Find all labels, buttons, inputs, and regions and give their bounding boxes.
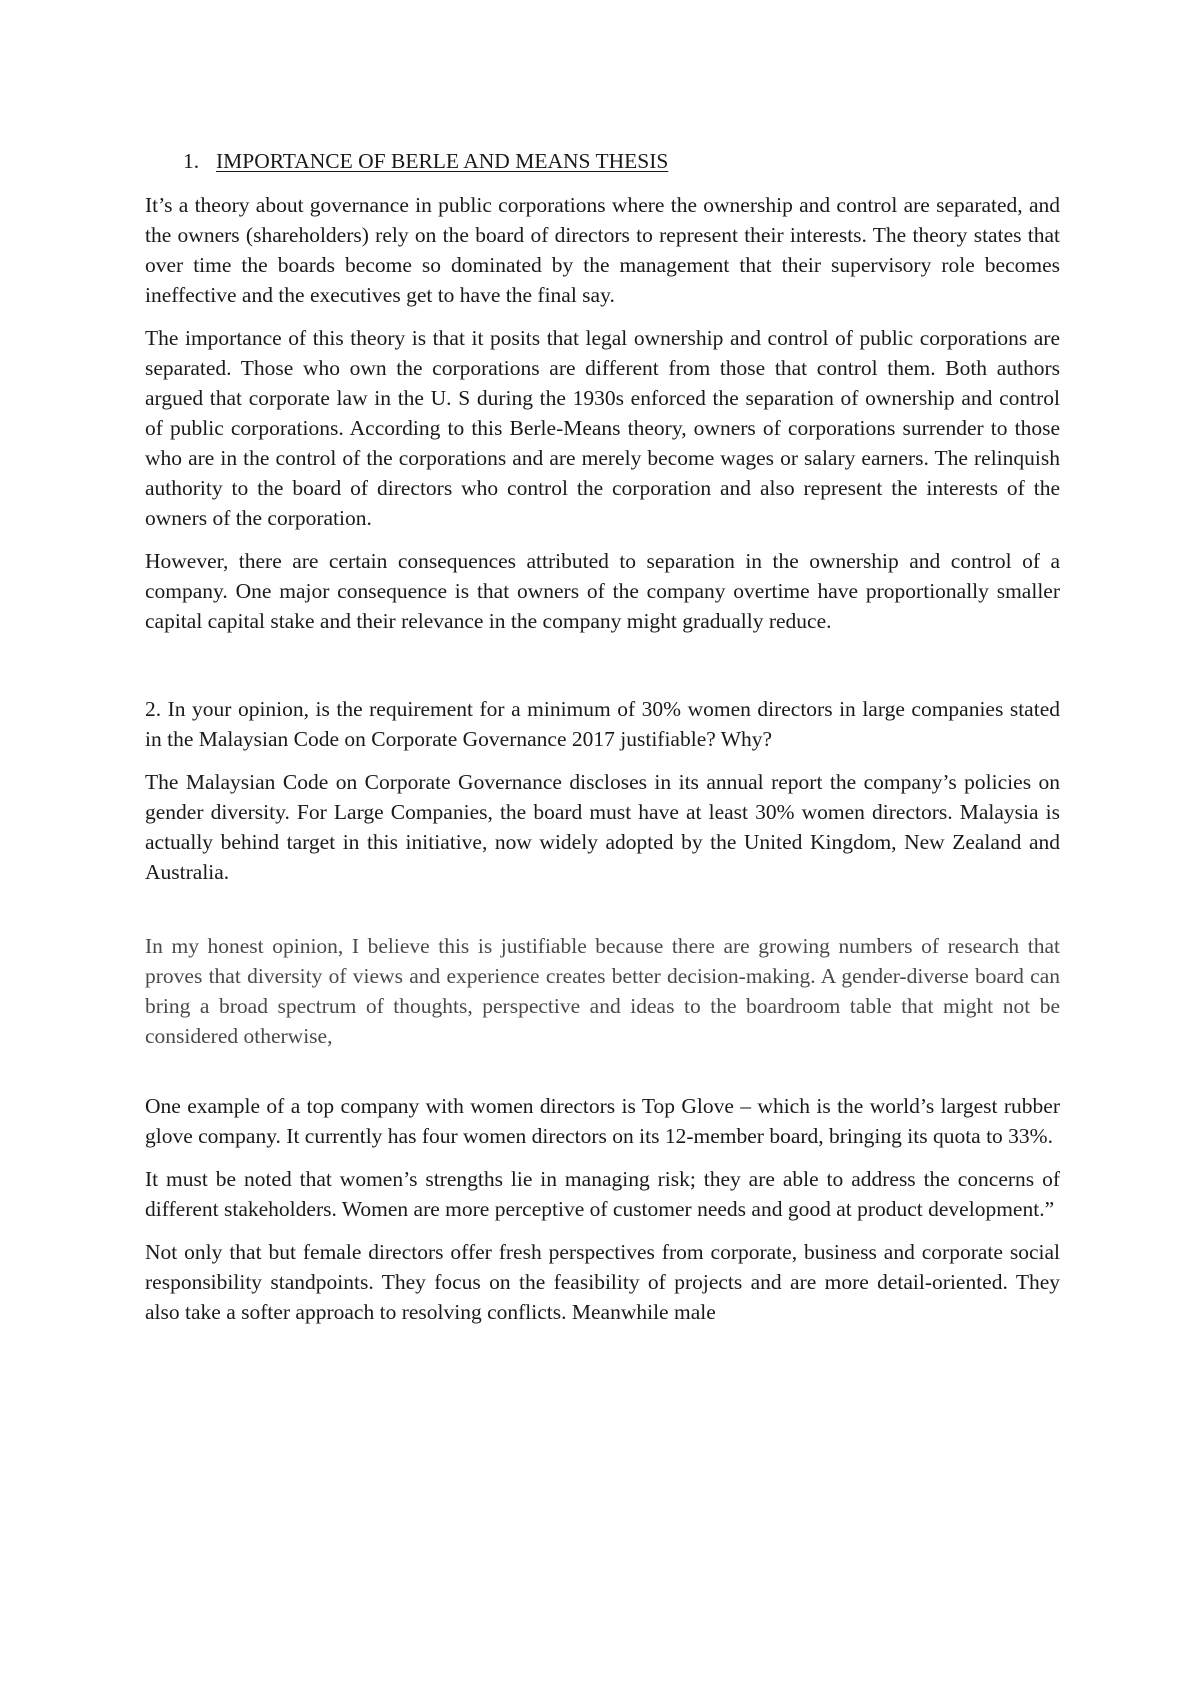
section-2-paragraph-4: It must be noted that women’s strengths lie in managing risk; they are able to address the concerns of different stakeholders. Women are more perceptive of customer needs and good at product development.” xyxy=(145,1167,1060,1221)
section-1-paragraph-2: The importance of this theory is that it posits that legal ownership and control of public corporations are separated. Those who own the corporations are different from those that control them. Both authors argued that corporate law in the U. S during the 1930s enforced the separation of ownership and control of public corporations. According to this Berle-Means theory, owners of corporations surrender to those who are in the control of the corporations and are merely become wages or salary earners. The relinquish authority to the board of directors who control the corporation and also represent the interests of the owners of the corporation. xyxy=(145,326,1060,530)
section-2-paragraph-2: In my honest opinion, I believe this is justifiable because there are growing numbers of research that proves that diversity of views and experience creates better decision-making. A gender-diverse board can bring a broad spectrum of thoughts, perspective and ideas to the boardroom table that might not be considered otherwise, xyxy=(145,934,1060,1048)
section-1-paragraph-1: It’s a theory about governance in public corporations where the ownership and control are separated, and the owners (shareholders) rely on the board of directors to represent their interests. The theory states that over time the boards become so dominated by the management that their supervisory role becomes ineffective and the executives get to have the final say. xyxy=(145,193,1060,307)
document-page xyxy=(145,146,1060,1340)
section-1-title: IMPORTANCE OF BERLE AND MEANS THESIS xyxy=(216,149,669,173)
section-1-heading xyxy=(145,146,1060,176)
section-2-question: 2. In your opinion, is the requirement for a minimum of 30% women directors in large companies stated in the Malaysian Code on Corporate Governance 2017 justifiable? Why? xyxy=(145,697,1060,751)
section-2-paragraph-5: Not only that but female directors offer fresh perspectives from corporate, business and corporate social responsibility standpoints. They focus on the feasibility of projects and are more detail-oriented. They also take a softer approach to resolving conflicts. Meanwhile male xyxy=(145,1240,1060,1324)
section-2-paragraph-1: The Malaysian Code on Corporate Governance discloses in its annual report the company’s policies on gender diversity. For Large Companies, the board must have at least 30% women directors. Malaysia is actually behind target in this initiative, now widely adopted by the United Kingdom, New Zealand and Australia. xyxy=(145,770,1060,884)
section-1-number: 1. xyxy=(183,149,200,173)
section-2-paragraph-3: One example of a top company with women directors is Top Glove – which is the world’s largest rubber glove company. It currently has four women directors on its 12-member board, bringing its quota to 33%. xyxy=(145,1094,1060,1148)
section-1-paragraph-3: However, there are certain consequences attributed to separation in the ownership and control of a company. One major consequence is that owners of the company overtime have proportionally smaller capital capital stake and their relevance in the company might gradually reduce. xyxy=(145,549,1060,633)
